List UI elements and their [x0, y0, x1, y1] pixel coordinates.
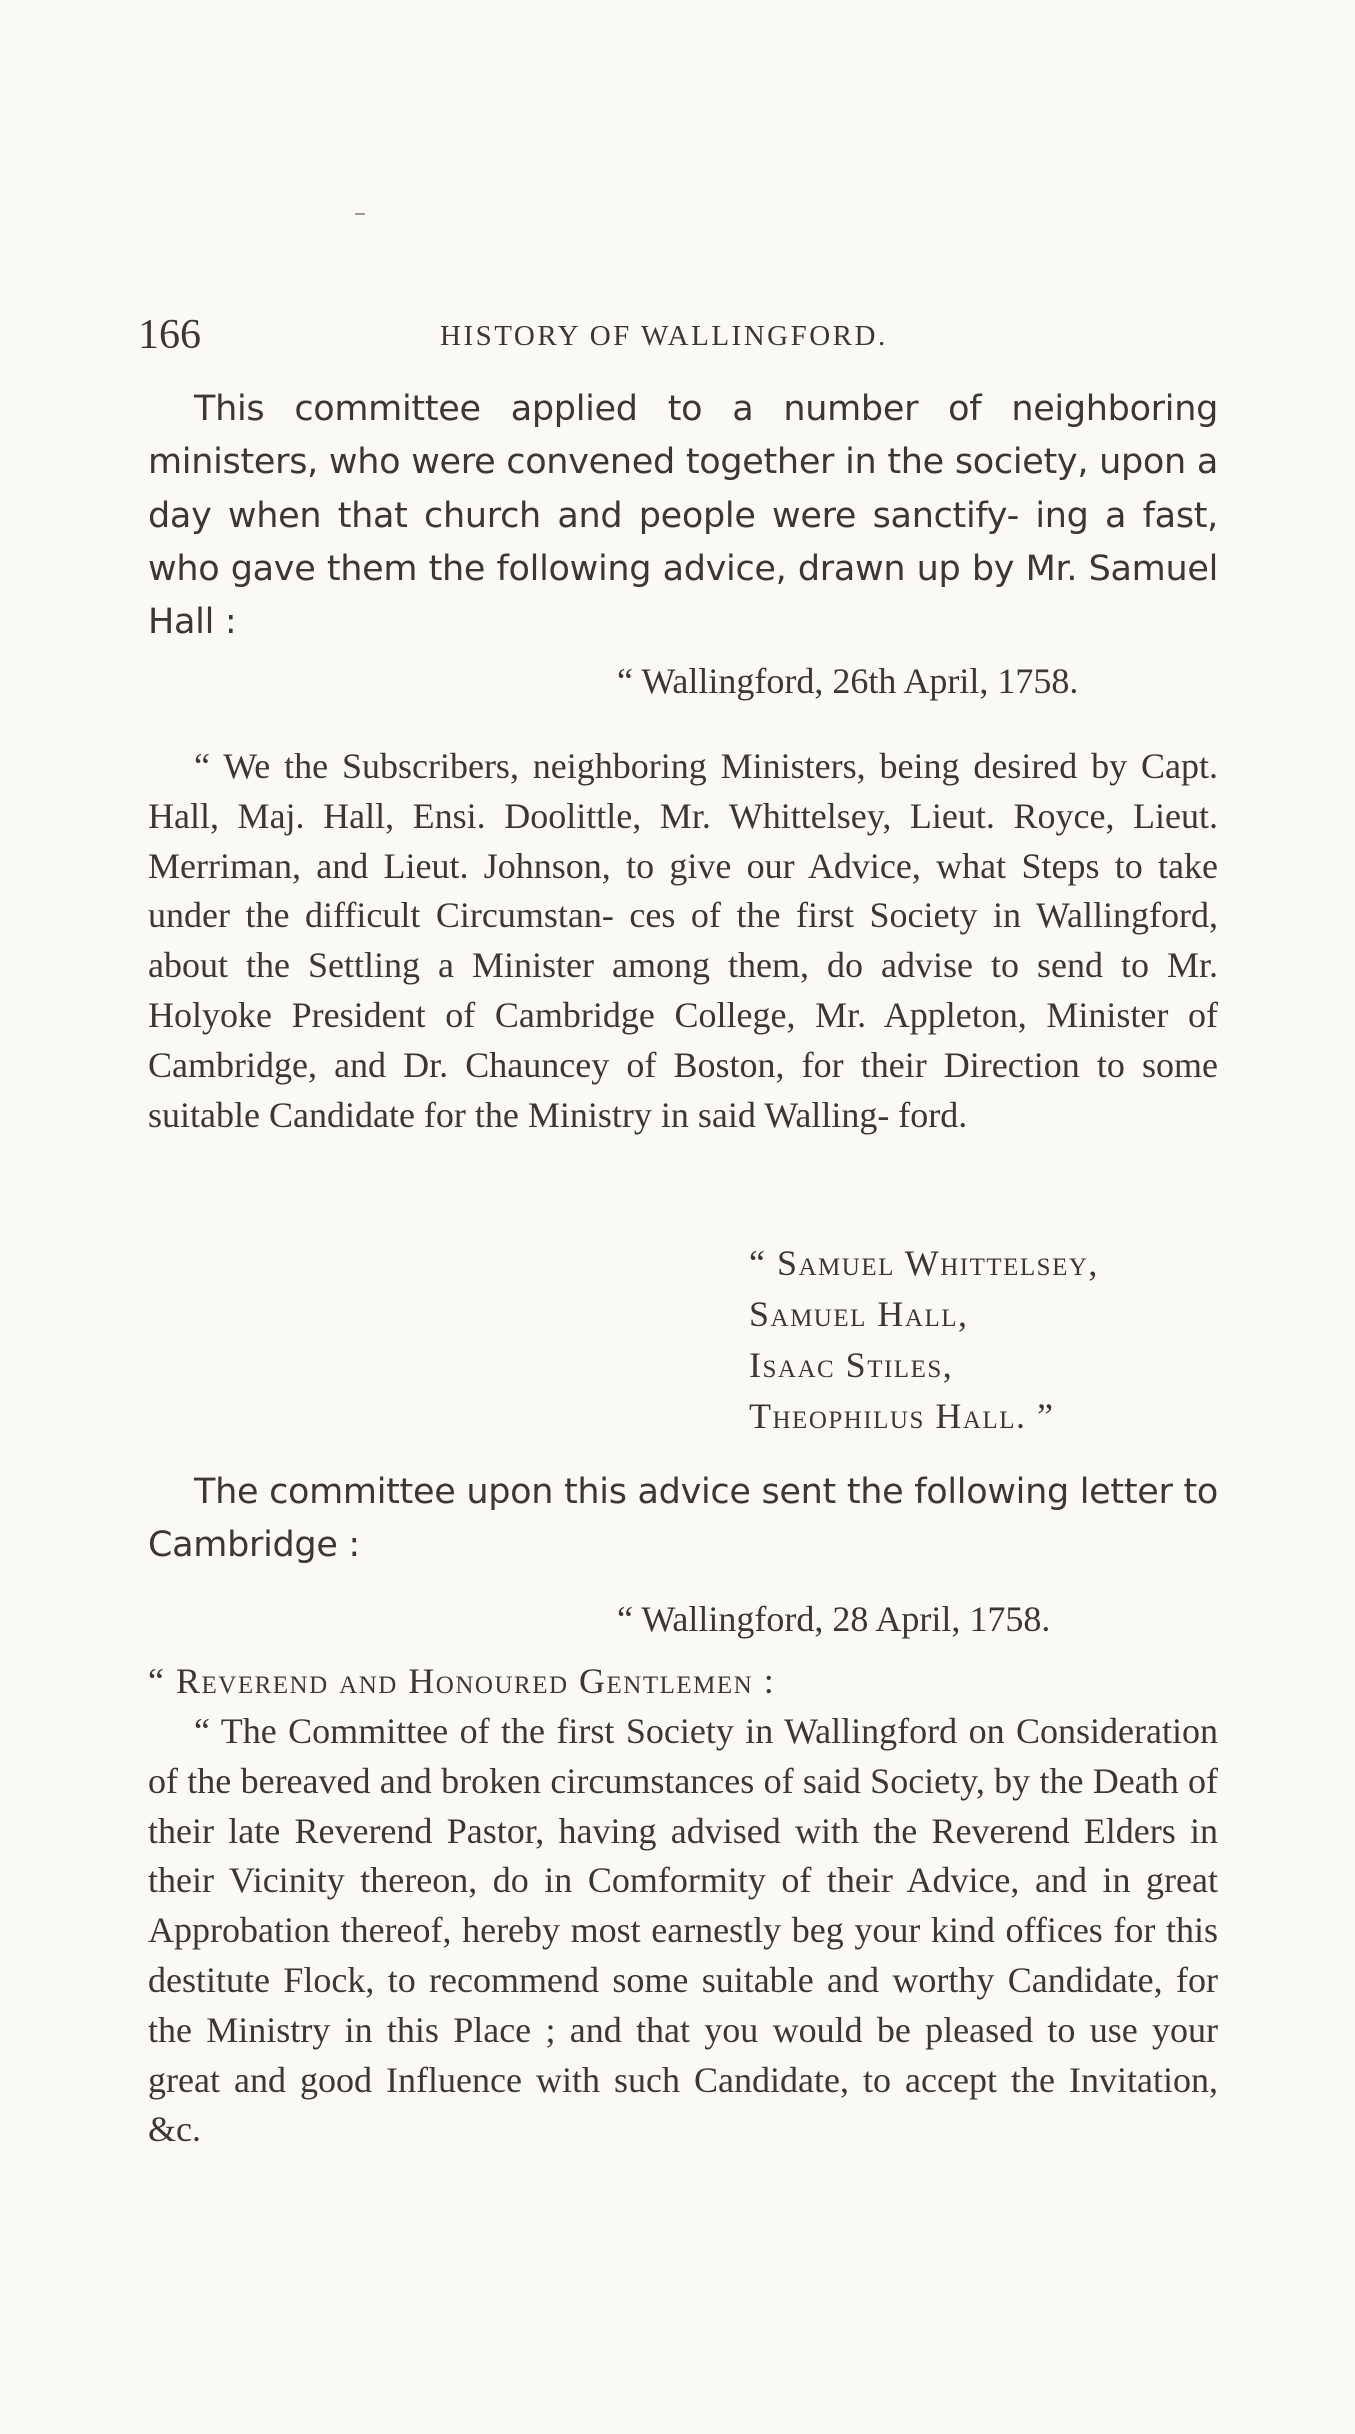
signature-samuel-whittelsey: “ Samuel Whittelsey, [749, 1243, 1099, 1283]
advice-text: “ We the Subscribers, neighboring Ministers, being desired by Capt. Hall, Maj. Hall, Ensi. Doolittle, Mr. Whittelsey, Lieut. Royce, Lieut. Merriman, and Lieut. Johnson, to give our Advice, what Steps to take under the difficult Circumstan- ces of the first Society in Wallingford, about the Settling a Minister among them, do advise to send to Mr. Holyoke President of Cambridge College, Mr. Appleton, Minister of Cambridge, and Dr. Chauncey of Boston, for their Direction to some suitable Candidate for the Ministry in said Walling- ford. [148, 746, 1218, 1135]
letter-salutation: “ Reverend and Honoured Gentlemen : [148, 1661, 776, 1701]
signature-isaac-stiles: Isaac Stiles, [749, 1345, 954, 1385]
page-number: 166 [138, 312, 201, 358]
letter-text: “ The Committee of the first Society in Wallingford on Consideration of the bereaved and broken circumstances of said Society, by the Death of their late Reverend Pastor, having advised with the Reverend Elders in their Vicinity thereon, do in Comformity of their Advice, and in great Approbation thereof, hereby most earnestly beg your kind offices for this destitute Flock, to recommend some suitable and worthy Candidate, for the Ministry in this Place ; and that you would be pleased to use your great and good Influence with such Candidate, to accept the Invitation, &c. [148, 1711, 1218, 2150]
running-header [138, 312, 1218, 358]
signature-theophilus-hall: Theophilus Hall. ” [749, 1396, 1055, 1436]
advice-dateline: “ Wallingford, 26th April, 1758. [617, 661, 1079, 701]
letter-dateline: “ Wallingford, 28 April, 1758. [617, 1599, 1051, 1639]
committee-paragraph: The committee upon this advice sent the following letter to Cambridge : [148, 1472, 1218, 1566]
intro-paragraph: This committee applied to a number of neighboring ministers, who were convened together in the society, upon a day when that church and people were sanctify- ing a fast, who gave them the following advice, drawn up by Mr. Samuel Hall : [148, 389, 1218, 643]
signature-block [749, 1238, 1099, 1442]
ink-speck [355, 213, 365, 215]
running-title: HISTORY OF WALLINGFORD. [440, 320, 888, 352]
signature-samuel-hall: Samuel Hall, [749, 1294, 969, 1334]
